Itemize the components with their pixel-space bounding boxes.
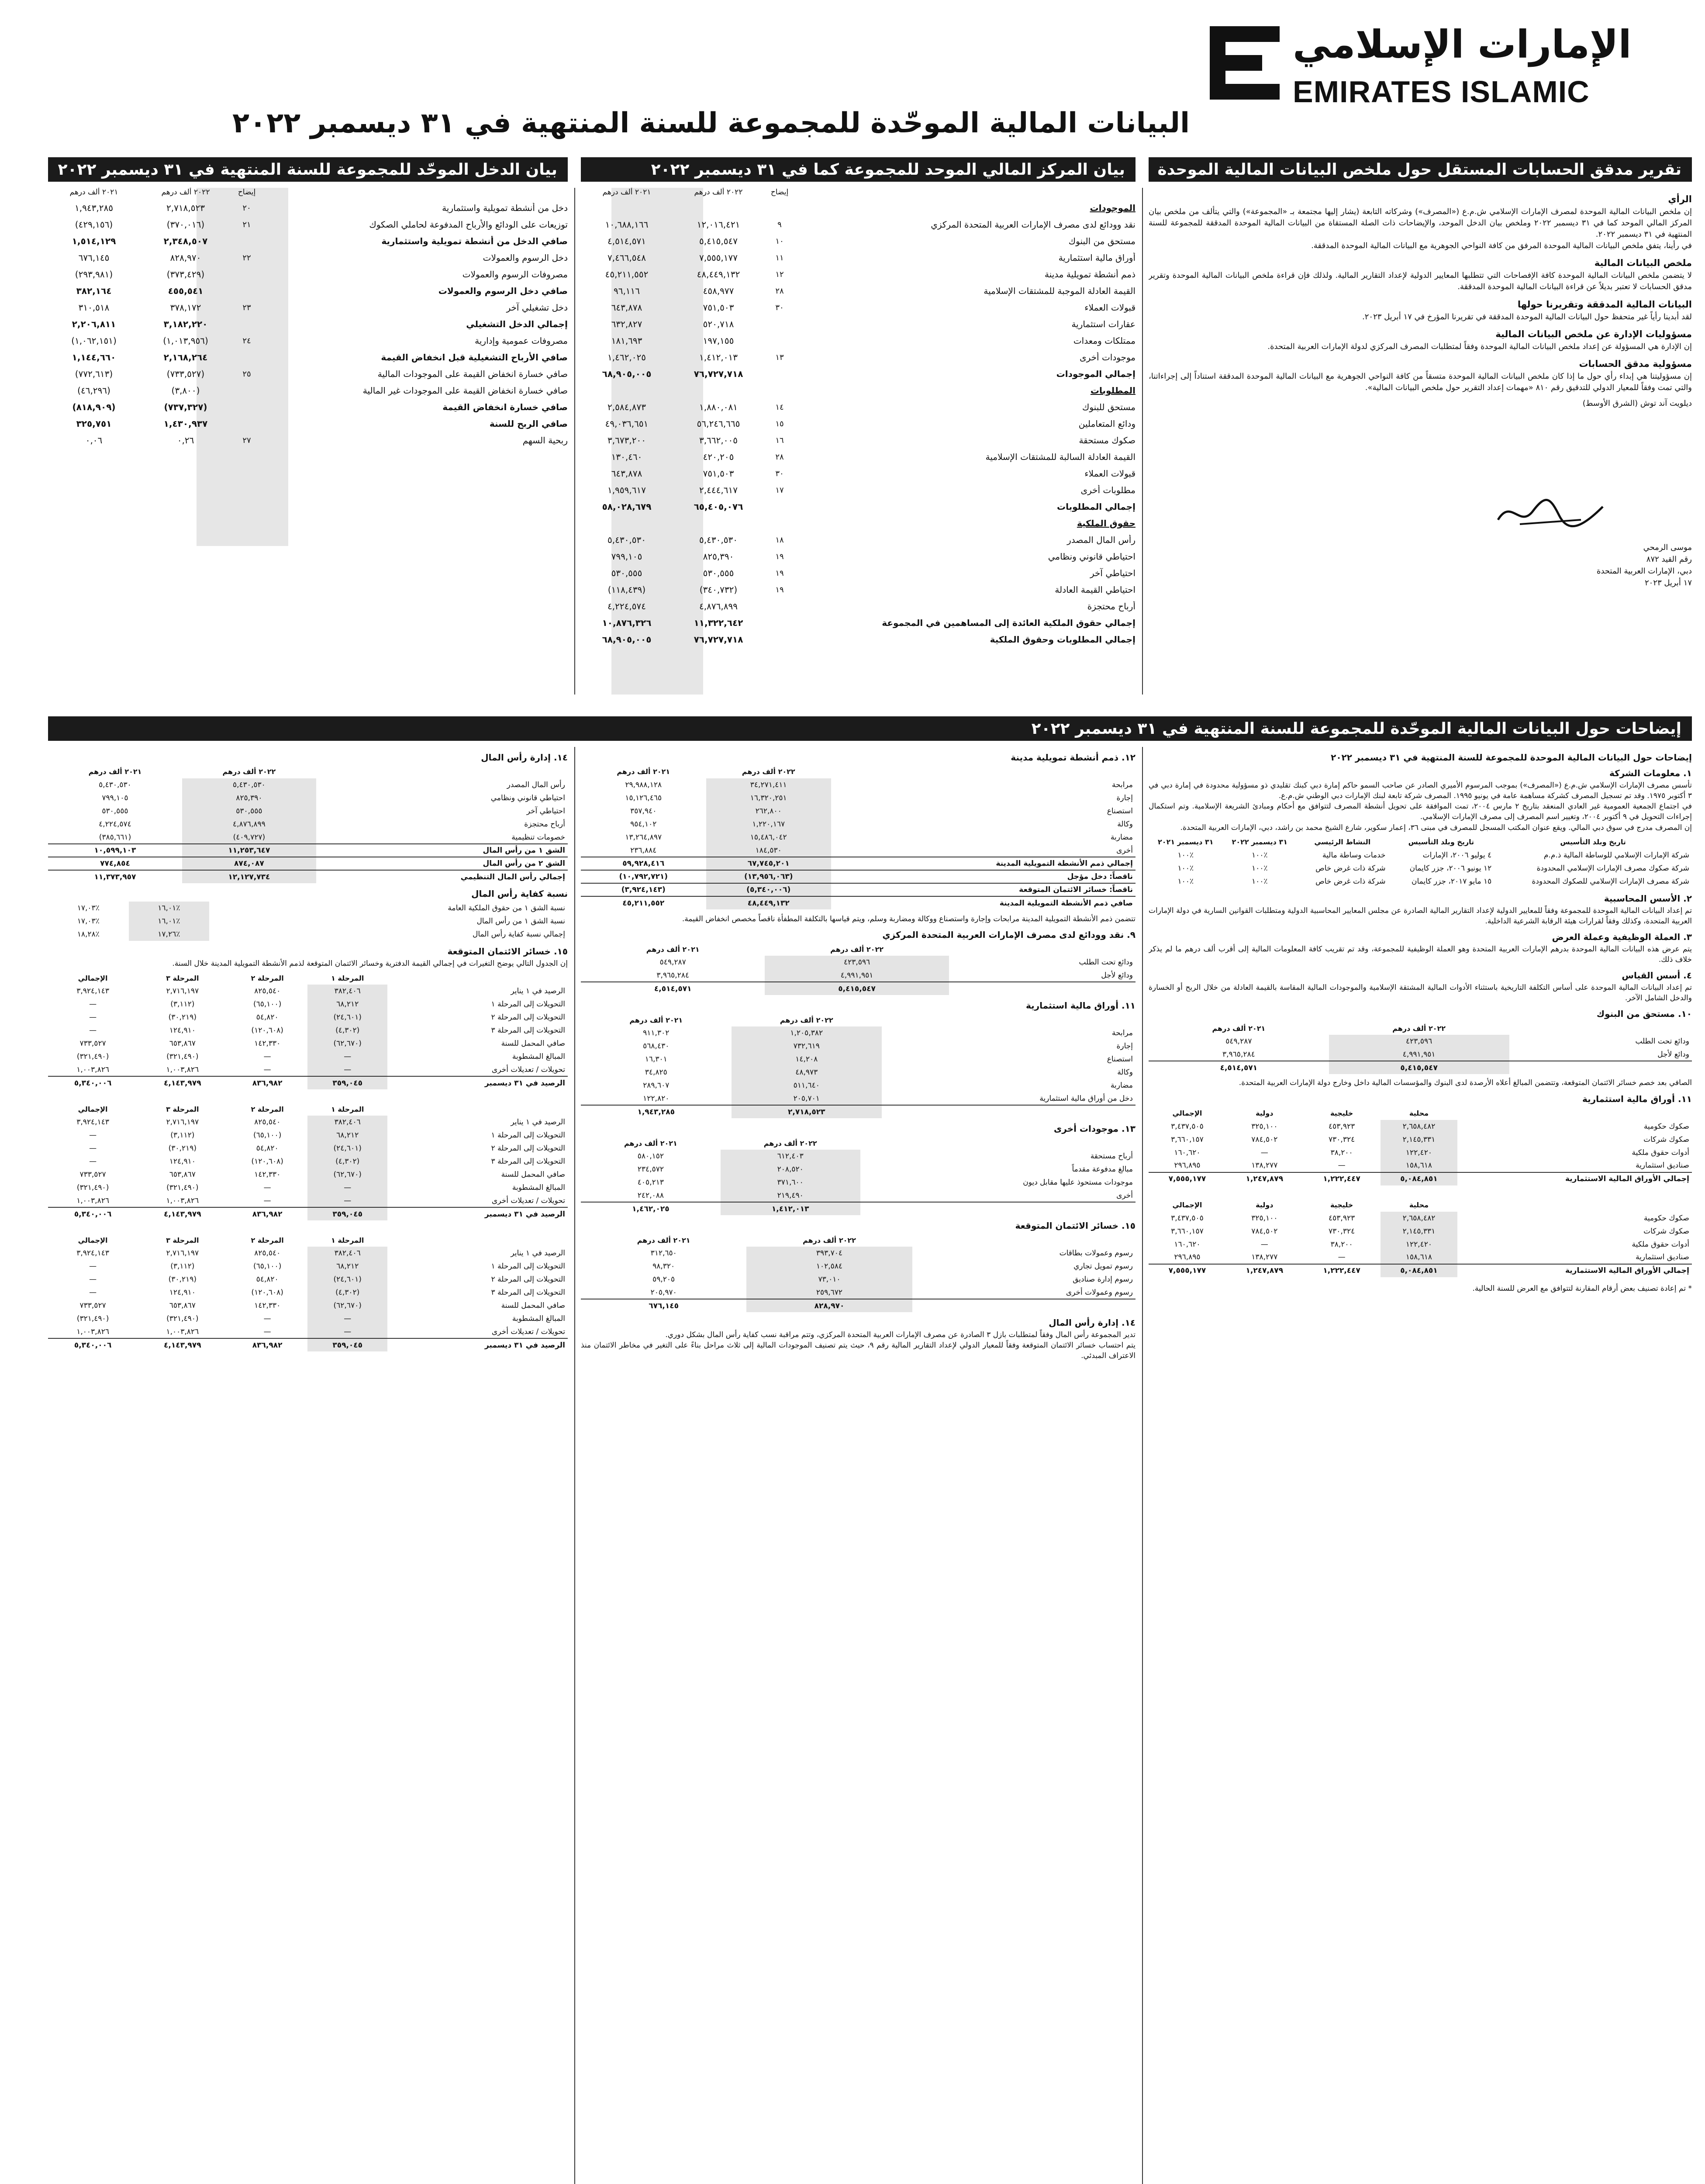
bank-row: ودائع لأجل ٤,٩٩١,٩٥١ ٣,٩٦٥,٢٨٤ <box>1149 1048 1692 1061</box>
section-bar-notes: إيضاحات حول البيانات المالية الموحّدة للمجموعة للسنة المنتهية في ٣١ ديسمبر ٢٠٢٢ <box>48 716 1692 741</box>
signatory-name: موسى الرمحي <box>1643 543 1692 552</box>
other-assets-table: ٢٠٢٢ ألف درهم ٢٠٢١ ألف درهم أرباح مستحقة ٦١٢,٤٠٣ ٥٨٠,١٥٢ مبالغ مدفوعة مقدماً ٢٠٨,٥٢٠ ٢٣٤,٥٧٢ موجودات مستحوذ عليها مقابل ديون ٣٧١,٦٠٠ ٤٠٥,٢١٣ أخرى ٢١٩,٤٩٠ ٢٤٢,٠٨٨ ١,٤١٢,٠١٣ ١,٤٦٢,٠٢٥ <box>581 1137 1136 1215</box>
capital-heading: ١٤. إدارة رأس المال <box>481 752 568 763</box>
income-row: مصروفات الرسوم والعمولات (٣٧٣,٤٢٩) (٢٩٣,٩٨١) <box>75 269 568 280</box>
fee-row: رسوم وعمولات بطاقات ٣٩٣,٧٠٤ ٣١٢,٦٥٠ <box>581 1247 1136 1260</box>
capital-tier1-row: الشق ١ من رأس المال ١١,٢٥٣,٦٤٧ ١٠,٥٩٩,١٠٣ <box>48 844 568 857</box>
auditor-opinion-text-2: في رأينا، يتفق ملخص البيانات المالية الموحدة المرفق من كافة النواحي الجوهرية مع البيانات المالية الموحدة المدققة. <box>1311 241 1692 251</box>
income-row: إجمالي الدخل التشغيلي ٣,١٨٢,٢٢٠ ٢,٢٠٦,٨١١ <box>72 319 568 330</box>
investment-row: صكوك شركات ٢,١٤٥,٣٣١ ٧٣٠,٣٢٤ ٧٨٤,٥٠٢ ٣,٦٦٠,١٥٧ <box>1149 1133 1692 1146</box>
income-row: صافي دخل الرسوم والعمولات ٤٥٥,٥٤١ ٣٨٢,١٦٤ <box>76 286 568 297</box>
ecl-row: التحويلات إلى المرحلة ٢ (٢٤,٦٠١) ٥٤,٨٢٠ (٣٠,٢١٩) — <box>48 1142 568 1155</box>
income-detail-row: إجارة ٧٣٢,٦١٩ ٥٦٨,٤٣٠ <box>581 1040 1136 1053</box>
logo-mark-icon <box>1210 26 1280 100</box>
ecl-row: تحويلات / تعديلات أخرى — — ١,٠٠٣,٨٢٦ ١,٠٠٣,٨٢٦ <box>48 1194 568 1207</box>
fee-row: رسوم تمويل تجاري ١٠٢,٥٨٤ ٩٨,٣٢٠ <box>581 1260 1136 1273</box>
col-note: إيضاح <box>770 188 789 197</box>
ecl-table-3: المرحلة ١ المرحلة ٢ المرحلة ٣ الإجمالي الرصيد في ١ يناير ٣٨٢,٤٠٦ ٨٢٥,٥٤٠ ٢,٧١٦,١٩٧ ٣,٩٢٤,١٤٣ التحويلات إلى المرحلة ١ ٦٨,٢١٢ (٦٥,١٠٠) (٣,١١٢) — التحويلات إلى المرحلة ٢ (٢٤,٦٠١) ٥٤,٨٢٠ (٣٠,٢١٩) — التحويلات إلى المرحلة ٣ (٤,٣٠٢) (١٢٠,٦٠٨) ١٢٤,٩١٠ — صافي المحمل للسنة (٦٢,٦٧٠) ١٤٢,٣٣٠ ٦٥٣,٨٦٧ ٧٣٣,٥٢٧ المبالغ المشطوبة — — (٣٢١,٤٩٠) (٣٢١,٤٩٠) تحويلات / تعديلات أخرى — — ١,٠٠٣,٨٢٦ ١,٠٠٣,٨٢٦ الرصيد في ٣١ ديسمبر ٣٥٩,٠٤٥ ٨٣٦,٩٨٢ ٤,١٤٣,٩٧٩ ٥,٣٤٠,٠٠٦ <box>48 1234 568 1351</box>
note-3-text: يتم عرض هذه البيانات المالية الموحدة بدرهم الإمارات العربية المتحدة وهو العملة الوظيفية للمجموعة، وقد تم تقريب كافة المعلومات المالية إلى أقرب ألف درهم ما لم يذكر خلاف ذلك. <box>1149 944 1692 964</box>
income-row: توزيعات على الودائع والأرباح المدفوعة لحاملي الصكوك ٢١ (٣٧٠,٠١٦) (٤٢٩,١٥٦) <box>75 219 568 230</box>
other-asset-row: أرباح مستحقة ٦١٢,٤٠٣ ٥٨٠,١٥٢ <box>581 1150 1136 1163</box>
investment-row: صكوك حكومية ٢,٦٥٨,٤٨٢ ٤٥٣,٩٢٣ ٣٢٥,١٠٠ ٣,٤٣٧,٥٠٥ <box>1149 1120 1692 1133</box>
capital-row: أرباح محتجزة ٤,٨٧٦,٨٩٩ ٤,٢٢٤,٥٧٤ <box>48 818 568 831</box>
other-asset-row: أخرى ٢١٩,٤٩٠ ٢٤٢,٠٨٨ <box>581 1189 1136 1202</box>
ecl-row: الرصيد في ١ يناير ٣٨٢,٤٠٦ ٨٢٥,٥٤٠ ٢,٧١٦,١٩٧ ٣,٩٢٤,١٤٣ <box>48 1247 568 1260</box>
financing-net-row: صافي ذمم الأنشطة التمويلية المدينة ٤٨,٤٤٩,١٣٢ ٤٥,٢١١,٥٥٢ <box>581 896 1136 909</box>
ecl-row: التحويلات إلى المرحلة ٢ (٢٤,٦٠١) ٥٤,٨٢٠ (٣٠,٢١٩) — <box>48 1011 568 1024</box>
total-assets-row: إجمالي الموجودات ٧٦,٧٢٧,٧١٨ ٦٨,٩٠٥,٠٠٥ <box>602 369 1136 380</box>
section-bar-auditor: تقرير مدقق الحسابات المستقل حول ملخص البيانات المالية الموحدة <box>1149 157 1692 182</box>
bank-row: ودائع لأجل ٤,٩٩١,٩٥١ ٣,٩٦٥,٢٨٤ <box>581 969 1136 982</box>
other-asset-total-row: ١,٤١٢,٠١٣ ١,٤٦٢,٠٢٥ <box>581 1202 1136 1215</box>
other-asset-row: موجودات مستحوذ عليها مقابل ديون ٣٧١,٦٠٠ ٤٠٥,٢١٣ <box>581 1176 1136 1189</box>
capital-row: احتياطي قانوني ونظامي ٨٢٥,٣٩٠ ٧٩٩,١٠٥ <box>48 791 568 805</box>
subsidiaries-table: تاريخ وبلد التأسيس تاريخ وبلد التأسيس النشاط الرئيسي ٣١ ديسمبر ٢٠٢٢ ٣١ ديسمبر ٢٠٢١ شركة الإمارات الإسلامي للوساطة المالية ذ.م.م ٤ يوليو ٢٠٠٦، الإمارات خدمات وساطة مالية ١٠٠٪ ١٠٠٪ شركة صكوك مصرف الإمارات الإسلامي المحدودة ١٢ يونيو ٢٠٠٦، جزر كايمان شركة ذات غرض خاص ١٠٠٪ ١٠٠٪ شركة مصرف الإمارات الإسلامي للصكوك المحدودة ١٥ مايو ٢٠١٧، جزر كايمان شركة ذات غرض خاص ١٠٠٪ ١٠٠٪ <box>1149 836 1692 888</box>
investment-row: صناديق استثمارية ١٥٨,٦١٨ — ١٣٨,٢٧٧ ٢٩٦,٨٩٥ <box>1149 1159 1692 1172</box>
asset-row: قبولات العملاء ٣٠ ٧٥١,٥٠٣ ٦٤٣,٨٧٨ <box>611 302 1136 313</box>
income-row: صافي الربح للسنة ١,٤٣٠,٩٣٧ ٣٢٥,٧٥١ <box>76 418 568 429</box>
ecl-heading: ١٥. خسائر الائتمان المتوقعة <box>447 946 568 957</box>
logo-english: EMIRATES ISLAMIC <box>1293 75 1590 109</box>
auditor-signatory <box>1555 542 1692 607</box>
ecl-row: صافي المحمل للسنة (٦٢,٦٧٠) ١٤٢,٣٣٠ ٦٥٣,٨٦٧ ٧٣٣,٥٢٧ <box>48 1299 568 1312</box>
income-detail-row: دخل من أوراق مالية استثمارية ٢٠٥,٧٠١ ١٢٢,٨٢٠ <box>581 1092 1136 1105</box>
capital-table: ٢٠٢٢ ألف درهم ٢٠٢١ ألف درهم رأس المال المصدر ٥,٤٣٠,٥٣٠ ٥,٤٣٠,٥٣٠ احتياطي قانوني ونظامي ٨٢٥,٣٩٠ ٧٩٩,١٠٥ احتياطي آخر ٥٣٠,٥٥٥ ٥٣٠,٥٥٥ أرباح محتجزة ٤,٨٧٦,٨٩٩ ٤,٢٢٤,٥٧٤ خصومات تنظيمية (٤٠٩,٧٢٧) (٣٨٥,٦٦١) الشق ١ من رأس المال ١١,٢٥٣,٦٤٧ ١٠,٥٩٩,١٠٣ الشق ٢ من رأس المال ٨٧٤,٠٨٧ ٧٧٤,٨٥٤ إجمالي رأس المال التنظيمي ١٢,١٢٧,٧٣٤ ١١,٣٧٣,٩٥٧ <box>48 765 568 883</box>
note-14-text: تدير المجموعة رأس المال وفقاً لمتطلبات بازل ٣ الصادرة عن مصرف الإمارات العربية المتحدة المركزي، وتتم مراقبة نسب كفاية رأس المال بشكل دوري. <box>665 1330 1136 1340</box>
auditor-opinion-heading: الرأي <box>1668 194 1692 204</box>
ecl-row: الرصيد في ١ يناير ٣٨٢,٤٠٦ ٨٢٥,٥٤٠ ٢,٧١٦,١٩٧ ٣,٩٢٤,١٤٣ <box>48 985 568 998</box>
auditor-report <box>1149 188 1692 502</box>
subsidiary-row: شركة مصرف الإمارات الإسلامي للصكوك المحدودة ١٥ مايو ٢٠١٧، جزر كايمان شركة ذات غرض خاص ١٠٠٪ ١٠٠٪ <box>1177 877 1689 886</box>
liability-row: قبولات العملاء ٣٠ ٧٥١,٥٠٣ ٦٤٣,٨٧٨ <box>611 468 1136 479</box>
note-13-heading: ١٣. موجودات أخرى <box>1053 1123 1136 1134</box>
ecl-row: التحويلات إلى المرحلة ٢ (٢٤,٦٠١) ٥٤,٨٢٠ (٣٠,٢١٩) — <box>48 1273 568 1286</box>
equity-row: رأس المال المصدر ١٨ ٥,٤٣٠,٥٣٠ ٥,٤٣٠,٥٣٠ <box>607 535 1136 546</box>
financing-table: ٢٠٢٢ ألف درهم ٢٠٢١ ألف درهم مرابحة ٣٤,٢٧١,٤١١ ٢٩,٩٨٨,١٢٨ إجارة ١٦,٣٢٠,٢٥١ ١٥,١٢٦,٤٦٥ استصناع ٢٦٢,٨٠٠ ٣٥٧,٩٤٠ وكالة ١,٢٢٠,١٦٧ ٩٥٤,١٠٢ مضاربة ١٥,٤٨٦,٠٤٢ ١٣,٢٦٤,٨٩٧ أخرى ١٨٤,٥٣٠ ٢٣٦,٨٨٤ إجمالي ذمم الأنشطة التمويلية المدينة ٦٧,٧٤٥,٢٠١ ٥٩,٩٢٨,٤١٦ ناقصاً: دخل مؤجل (١٣,٩٥٦,٠٦٣) (١٠,٧٩٢,٧٢١) ناقصاً: خسائر الائتمان المتوقعة (٥,٣٤٠,٠٠٦) (٣,٩٢٤,١٤٣) صافي ذمم الأنشطة التمويلية المدينة ٤٨,٤٤٩,١٣٢ ٤٥,٢١١,٥٥٢ <box>581 765 1136 909</box>
auditor-opinion-text: إن ملخص البيانات المالية الموحدة لمصرف الإمارات الإسلامي ش.م.ع («المصرف») وشركاته التابعة (يشار إليها مجتمعة بـ «المجموعة») والتي يتألف من ملخص بيان المركز المالي الموحد كما في ٣١ ديسمبر ٢٠٢٢ وملخص بيان الدخل الموحد، والإيضاحات ذات الصلة المستقاة من البيانات المالية الموحدة المدققة للمجموعة للسنة المنتهية في ٣١ ديسمبر ٢٠٢٢. <box>1149 207 1692 239</box>
income-row: صافي خسارة انخفاض القيمة على الموجودات غير المالية (٣,٨٠٠) (٤٦,٢٩٦) <box>77 385 568 396</box>
investment-row: أدوات حقوق ملكية ١٢٢,٤٢٠ ٣٨,٢٠٠ — ١٦٠,٦٢٠ <box>1149 1238 1692 1251</box>
ecl-total-row: الرصيد في ٣١ ديسمبر ٣٥٩,٠٤٥ ٨٣٦,٩٨٢ ٤,١٤٣,٩٧٩ ٥,٣٤٠,٠٠٦ <box>48 1338 568 1351</box>
income-row: ربحية السهم ٢٧ ٠,٢٦ ٠,٠٦ <box>85 435 568 446</box>
auditor-audited-heading: البيانات المالية المدققة وتقريرنا حولها <box>1517 299 1692 310</box>
note-4-heading: ٤. أسس القياس <box>1622 970 1692 981</box>
asset-row: ممتلكات ومعدات ١٩٧,١٥٥ ١٨١,٦٩٣ <box>611 335 1136 346</box>
total-equity-row: إجمالي حقوق الملكية العائدة إلى المساهمين في المجموعة ١١,٣٢٢,٦٤٢ ١٠,٨٧٦,٣٢٦ <box>602 618 1136 629</box>
note-2-heading: ٢. الأسس المحاسبية <box>1604 893 1692 904</box>
balance-col-headers <box>581 188 1136 197</box>
investment-row: أدوات حقوق ملكية ١٢٢,٤٢٠ ٣٨,٢٠٠ — ١٦٠,٦٢٠ <box>1149 1146 1692 1159</box>
income-col-headers <box>48 188 568 197</box>
subsidiary-row: شركة الإمارات الإسلامي للوساطة المالية ذ.م.م ٤ يوليو ٢٠٠٦، الإمارات خدمات وساطة مالية ١٠٠٪ ١٠٠٪ <box>1177 850 1689 860</box>
ecl-table-2: المرحلة ١ المرحلة ٢ المرحلة ٣ الإجمالي الرصيد في ١ يناير ٣٨٢,٤٠٦ ٨٢٥,٥٤٠ ٢,٧١٦,١٩٧ ٣,٩٢٤,١٤٣ التحويلات إلى المرحلة ١ ٦٨,٢١٢ (٦٥,١٠٠) (٣,١١٢) — التحويلات إلى المرحلة ٢ (٢٤,٦٠١) ٥٤,٨٢٠ (٣٠,٢١٩) — التحويلات إلى المرحلة ٣ (٤,٣٠٢) (١٢٠,٦٠٨) ١٢٤,٩١٠ — صافي المحمل للسنة (٦٢,٦٧٠) ١٤٢,٣٣٠ ٦٥٣,٨٦٧ ٧٣٣,٥٢٧ المبالغ المشطوبة — — (٣٢١,٤٩٠) (٣٢١,٤٩٠) تحويلات / تعديلات أخرى — — ١,٠٠٣,٨٢٦ ١,٠٠٣,٨٢٦ الرصيد في ٣١ ديسمبر ٣٥٩,٠٤٥ ٨٣٦,٩٨٢ ٤,١٤٣,٩٧٩ ٥,٣٤٠,٠٠٦ <box>48 1102 568 1220</box>
investments-table-2021: محلية خليجية دولية الإجمالي صكوك حكومية ٢,٦٥٨,٤٨٢ ٤٥٣,٩٢٣ ٣٢٥,١٠٠ ٣,٤٣٧,٥٠٥ صكوك شركات ٢,١٤٥,٣٣١ ٧٣٠,٣٢٤ ٧٨٤,٥٠٢ ٣,٦٦٠,١٥٧ أدوات حقوق ملكية ١٢٢,٤٢٠ ٣٨,٢٠٠ — ١٦٠,٦٢٠ صناديق استثمارية ١٥٨,٦١٨ — ١٣٨,٢٧٧ ٢٩٦,٨٩٥ إجمالي الأوراق المالية الاستثمارية ٥,٠٨٤,٨٥١ ١,٢٢٢,٤٤٧ ١,٢٤٧,٨٧٩ ٧,٥٥٥,١٧٧ <box>1149 1199 1692 1277</box>
total-liabilities-row: إجمالي المطلوبات ٦٥,٤٠٥,٠٧٦ ٥٨,٠٢٨,٦٧٩ <box>602 501 1136 512</box>
auditor-management-heading: مسؤوليات الإدارة عن ملخص البيانات المالية <box>1495 328 1692 339</box>
equity-row: أرباح محتجزة ٤,٨٧٦,٨٩٩ ٤,٢٢٤,٥٧٤ <box>607 601 1136 612</box>
equity-heading: حقوق الملكية <box>1077 518 1136 529</box>
investment-total-row: إجمالي الأوراق المالية الاستثمارية ٥,٠٨٤,٨٥١ ١,٢٢٢,٤٤٧ ١,٢٤٧,٨٧٩ ٧,٥٥٥,١٧٧ <box>1149 1264 1692 1277</box>
column-divider <box>1142 747 1143 2184</box>
ecl-total-row: الرصيد في ٣١ ديسمبر ٣٥٩,٠٤٥ ٨٣٦,٩٨٢ ٤,١٤٣,٩٧٩ ٥,٣٤٠,٠٠٦ <box>48 1076 568 1089</box>
income-row: مصروفات عمومية وإدارية ٢٤ (١,٠١٣,٩٥٦) (١,٠٦٢,١٥١) <box>71 335 568 346</box>
col-2021: ٢٠٢١ ألف درهم <box>69 188 118 197</box>
investment-row: صكوك شركات ٢,١٤٥,٣٣١ ٧٣٠,٣٢٤ ٧٨٤,٥٠٢ ٣,٦٦٠,١٥٧ <box>1149 1225 1692 1238</box>
balance-sheet <box>581 188 1136 699</box>
capital-tier2-row: الشق ٢ من رأس المال ٨٧٤,٠٨٧ ٧٧٤,٨٥٤ <box>48 857 568 870</box>
auditor-responsibility-heading: مسؤولية مدقق الحسابات <box>1579 358 1692 369</box>
bank-total-row: ٥,٤١٥,٥٤٧ ٤,٥١٤,٥٧١ <box>1149 1061 1692 1074</box>
income-row: دخل من أنشطة تمويلية واستثمارية ٢٠ ٢,٧١٨,٥٢٣ ١,٩٤٣,٢٨٥ <box>75 203 568 214</box>
capital-ratio-row: إجمالي نسبة كفاية رأس المال ١٧,٢٦٪ ١٨,٢٨٪ <box>48 928 568 941</box>
fee-heading: ١٥. خسائر الائتمان المتوقعة <box>1015 1220 1136 1231</box>
income-detail-row: وكالة ٤٨,٩٧٣ ٣٤,٨٢٥ <box>581 1066 1136 1079</box>
income-detail-row: استصناع ١٤,٢٠٨ ١٦,٣٠١ <box>581 1053 1136 1066</box>
liability-row: القيمة العادلة السالبة للمشتقات الإسلامية ٢٨ ٤٢٠,٢٠٥ ١٣٠,٤٦٠ <box>611 452 1136 463</box>
page-title: البيانات المالية الموحّدة للمجموعة للسنة المنتهية في ٣١ ديسمبر ٢٠٢٢ <box>232 107 1190 139</box>
financing-row: مضاربة ١٥,٤٨٦,٠٤٢ ١٣,٢٦٤,٨٩٧ <box>581 831 1136 844</box>
asset-row: القيمة العادلة الموجبة للمشتقات الإسلامية ٢٨ ٤٥٨,٩٧٧ ٩٦,١١٦ <box>613 286 1136 297</box>
financing-ecl-row: ناقصاً: خسائر الائتمان المتوقعة (٥,٣٤٠,٠٠٦) (٣,٩٢٤,١٤٣) <box>581 883 1136 896</box>
asset-row: ذمم أنشطة تمويلية مدينة ١٢ ٤٨,٤٤٩,١٣٢ ٤٥,٢١١,٥٥٢ <box>605 269 1136 280</box>
financing-row: استصناع ٢٦٢,٨٠٠ ٣٥٧,٩٤٠ <box>581 805 1136 818</box>
signatory-reg: رقم القيد ٨٧٢ <box>1646 555 1692 564</box>
equity-row: احتياطي قانوني ونظامي ١٩ ٨٢٥,٣٩٠ ٧٩٩,١٠٥ <box>611 551 1136 562</box>
ecl-row: التحويلات إلى المرحلة ٣ (٤,٣٠٢) (١٢٠,٦٠٨) ١٢٤,٩١٠ — <box>48 1286 568 1299</box>
ecl-row: التحويلات إلى المرحلة ٣ (٤,٣٠٢) (١٢٠,٦٠٨) ١٢٤,٩١٠ — <box>48 1155 568 1168</box>
liability-row: مستحق للبنوك ١٤ ١,٨٨٠,٠٨١ ٢,٥٨٤,٨٧٣ <box>607 402 1136 413</box>
income-row: دخل تشغيلي آخر ٢٣ ٣٧٨,١٧٢ ٣١٠,٥١٨ <box>78 302 568 313</box>
ecl-row: صافي المحمل للسنة (٦٢,٦٧٠) ١٤٢,٣٣٠ ٦٥٣,٨٦٧ ٧٣٣,٥٢٧ <box>48 1168 568 1181</box>
notes-column-middle <box>581 747 1136 2184</box>
ecl-row: المبالغ المشطوبة — — (٣٢١,٤٩٠) (٣٢١,٤٩٠) <box>48 1050 568 1063</box>
note-16-text: يتم احتساب خسائر الائتمان المتوقعة وفقاً للمعيار الدولي لإعداد التقارير المالية رقم ٩، حيث يتم تصنيف الموجودات المالية إلى ثلاث مراحل بناءً على التغير في مخاطر الائتمان منذ الاعتراف المبدئي. <box>581 1341 1136 1361</box>
note-11-heading: ١١. أوراق مالية استثمارية <box>1582 1093 1692 1104</box>
ecl-row: التحويلات إلى المرحلة ١ ٦٨,٢١٢ (٦٥,١٠٠) (٣,١١٢) — <box>48 1260 568 1273</box>
investments-table: محلية خليجية دولية الإجمالي صكوك حكومية ٢,٦٥٨,٤٨٢ ٤٥٣,٩٢٣ ٣٢٥,١٠٠ ٣,٤٣٧,٥٠٥ صكوك شركات ٢,١٤٥,٣٣١ ٧٣٠,٣٢٤ ٧٨٤,٥٠٢ ٣,٦٦٠,١٥٧ أدوات حقوق ملكية ١٢٢,٤٢٠ ٣٨,٢٠٠ — ١٦٠,٦٢٠ صناديق استثمارية ١٥٨,٦١٨ — ١٣٨,٢٧٧ ٢٩٦,٨٩٥ إجمالي الأوراق المالية الاستثمارية ٥,٠٨٤,٨٥١ ١,٢٢٢,٤٤٧ ١,٢٤٧,٨٧٩ ٧,٥٥٥,١٧٧ <box>1149 1107 1692 1185</box>
capital-ratio-row: نسبة الشق ١ من حقوق الملكية العامة ١٦,٠١٪ ١٧,٠٣٪ <box>48 902 568 915</box>
auditor-responsibility-text: إن مسؤوليتنا هي إبداء رأي حول ما إذا كان ملخص البيانات المالية الموحدة متسقاً من كافة النواحي الجوهرية مع البيانات المالية الموحدة المدققة استناداً إلى إجراءاتنا، والتي تمت وفقاً للمعيار الدولي للتدقيق رقم ٨١٠ «مهمات إعداد التقرير حول ملخص البيانات المالية». <box>1149 371 1692 392</box>
signatory-city: دبي، الإمارات العربية المتحدة <box>1596 567 1692 576</box>
liability-row: مطلوبات أخرى ١٧ ٢,٤٤٤,٦١٧ ١,٩٥٩,٦١٧ <box>607 485 1136 496</box>
fee-row: رسوم وعمولات أخرى ٢٥٩,٦٧٢ ٢٠٥,٩٧٠ <box>581 1286 1136 1299</box>
notes-column-right <box>1149 747 1692 2184</box>
income-row: صافي الدخل من أنشطة تمويلية واستثمارية ٢,٣٤٨,٥٠٧ ١,٥١٤,١٢٩ <box>72 236 568 247</box>
ecl-row: الرصيد في ١ يناير ٣٨٢,٤٠٦ ٨٢٥,٥٤٠ ٢,٧١٦,١٩٧ ٣,٩٢٤,١٤٣ <box>48 1116 568 1129</box>
income-detail-row: مضاربة ٥١١,٦٤٠ ٢٨٩,٦٠٧ <box>581 1079 1136 1092</box>
auditor-audited-text: لقد أبدينا رأياً غير متحفظ حول البيانات المالية الموحدة المدققة في تقريرنا المؤرخ في ١٧ أبريل ٢٠٢٣. <box>1362 312 1692 321</box>
auditor-management-text: إن الإدارة هي المسؤولة عن إعداد ملخص البيانات المالية الموحدة وفقاً لمتطلبات المصرف المركزي لدولة الإمارات العربية المتحدة. <box>1267 342 1692 351</box>
financing-deferred-row: ناقصاً: دخل مؤجل (١٣,٩٥٦,٠٦٣) (١٠,٧٩٢,٧٢١) <box>581 870 1136 883</box>
asset-row: موجودات أخرى ١٣ ١,٤١٢,٠١٣ ١,٤٦٢,٠٢٥ <box>607 352 1136 363</box>
note-12-text: تتضمن ذمم الأنشطة التمويلية المدينة مرابحات وإجارة واستصناع ووكالة ومضاربة وسلم، ويتم قياسها بالتكلفة المطفأة ناقصاً مخصص انخفاض القيمة. <box>682 915 1136 923</box>
income-detail-row: مرابحة ١,٢٠٥,٣٨٢ ٩١١,٣٠٢ <box>581 1026 1136 1040</box>
income-detail-heading: ١١. أوراق مالية استثمارية <box>1025 1000 1136 1011</box>
income-row: دخل الرسوم والعمولات ٢٢ ٨٢٨,٩٧٠ ٦٧٦,١٤٥ <box>78 252 568 263</box>
financing-row: إجارة ١٦,٣٢٠,٢٥١ ١٥,١٢٦,٤٦٥ <box>581 791 1136 805</box>
capital-row: احتياطي آخر ٥٣٠,٥٥٥ ٥٣٠,٥٥٥ <box>48 805 568 818</box>
banks-table: ٢٠٢٢ ألف درهم ٢٠٢١ ألف درهم ودائع تحت الطلب ٤٢٣,٥٩٦ ٥٤٩,٢٨٧ ودائع لأجل ٤,٩٩١,٩٥١ ٣,٩٦٥,٢٨٤ ٥,٤١٥,٥٤٧ ٤,٥١٤,٥٧١ <box>1149 1022 1692 1074</box>
asset-row: نقد وودائع لدى مصرف الإمارات العربية المتحدة المركزي ٩ ١٢,٠١٦,٤٢١ ١٠,٦٨٨,١٦٦ <box>605 219 1136 230</box>
auditor-firm: ديلويت آند توش (الشرق الأوسط) <box>1582 398 1692 408</box>
col-note: إيضاح <box>238 188 256 197</box>
capital-row: رأس المال المصدر ٥,٤٣٠,٥٣٠ ٥,٤٣٠,٥٣٠ <box>48 778 568 791</box>
note-9-heading: ٩. نقد وودائع لدى مصرف الإمارات العربية المتحدة المركزي <box>882 930 1136 940</box>
fee-row: رسوم إدارة صناديق ٧٣,٠١٠ ٥٩,٢٠٥ <box>581 1273 1136 1286</box>
equity-row: احتياطي آخر ١٩ ٥٣٠,٥٥٥ ٥٣٠,٥٥٥ <box>611 568 1136 579</box>
note-1-text-2: في اجتماع الجمعية العمومية غير العادي المنعقد بتاريخ ٢ مارس ٢٠٠٤، تمت الموافقة على تحويل أنشطة المصرف لتتوافق مع أحكام ومبادئ الشريعة الإسلامية. وتم استكمال إجراءات التحويل في ٩ أكتوبر ٢٠٠٤، وتغيير اسم المصرف إلى مصرف الإمارات الإسلامي. <box>1149 802 1692 822</box>
note-14-heading: ١٤. إدارة رأس المال <box>1049 1317 1136 1328</box>
capital-ratio-row: نسبة الشق ١ من رأس المال ١٦,٠١٪ ١٧,٠٣٪ <box>48 915 568 928</box>
liability-row: ودائع المتعاملين ١٥ ٥٦,٢٤٦,٦٦٥ ٤٩,٠٣٦,٦٥١ <box>605 418 1136 429</box>
column-divider <box>574 747 575 2184</box>
col-2021: ٢٠٢١ ألف درهم <box>602 188 651 197</box>
col-2022: ٢٠٢٢ ألف درهم <box>161 188 210 197</box>
asset-row: عقارات استثمارية ٥٢٠,٧١٨ ٦٣٢,٨٢٧ <box>611 319 1136 330</box>
bank-total-row: ٥,٤١٥,٥٤٧ ٤,٥١٤,٥٧١ <box>581 982 1136 995</box>
col-2022: ٢٠٢٢ ألف درهم <box>694 188 743 197</box>
note-2-text: تم إعداد البيانات المالية الموحدة للمجموعة وفقاً للمعايير الدولية لإعداد التقارير المالية الصادرة عن مجلس المعايير المحاسبية الدولية ومتطلبات القوانين السارية في دولة الإمارات العربية المتحدة، وكذلك وفقاً لقرارات هيئة الرقابة الشرعية الداخلية. <box>1149 906 1692 926</box>
ecl-row: صافي المحمل للسنة (٦٢,٦٧٠) ١٤٢,٣٣٠ ٦٥٣,٨٦٧ ٧٣٣,٥٢٧ <box>48 1037 568 1050</box>
logo-arabic: الإمارات الإسلامي <box>1293 22 1632 67</box>
ecl-row: تحويلات / تعديلات أخرى — — ١,٠٠٣,٨٢٦ ١,٠٠٣,٨٢٦ <box>48 1325 568 1338</box>
investment-row: صناديق استثمارية ١٥٨,٦١٨ — ١٣٨,٢٧٧ ٢٩٦,٨٩٥ <box>1149 1251 1692 1264</box>
income-detail-total-row: ٢,٧١٨,٥٢٣ ١,٩٤٣,٢٨٥ <box>581 1105 1136 1118</box>
brand-logo <box>1210 17 1673 109</box>
ecl-table: المرحلة ١ المرحلة ٢ المرحلة ٣ الإجمالي الرصيد في ١ يناير ٣٨٢,٤٠٦ ٨٢٥,٥٤٠ ٢,٧١٦,١٩٧ ٣,٩٢٤,١٤٣ التحويلات إلى المرحلة ١ ٦٨,٢١٢ (٦٥,١٠٠) (٣,١١٢) — التحويلات إلى المرحلة ٢ (٢٤,٦٠١) ٥٤,٨٢٠ (٣٠,٢١٩) — التحويلات إلى المرحلة ٣ (٤,٣٠٢) (١٢٠,٦٠٨) ١٢٤,٩١٠ — صافي المحمل للسنة (٦٢,٦٧٠) ١٤٢,٣٣٠ ٦٥٣,٨٦٧ ٧٣٣,٥٢٧ المبالغ المشطوبة — — (٣٢١,٤٩٠) (٣٢١,٤٩٠) تحويلات / تعديلات أخرى — — ١,٠٠٣,٨٢٦ ١,٠٠٣,٨٢٦ الرصيد في ٣١ ديسمبر ٣٥٩,٠٤٥ ٨٣٦,٩٨٢ ٤,١٤٣,٩٧٩ ٥,٣٤٠,٠٠٦ <box>48 971 568 1089</box>
ecl-row: التحويلات إلى المرحلة ١ ٦٨,٢١٢ (٦٥,١٠٠) (٣,١١٢) — <box>48 1129 568 1142</box>
income-row: صافي خسارة انخفاض القيمة (٧٣٧,٣٢٧) (٨١٨,٩٠٩) <box>72 402 568 413</box>
ecl-total-row: الرصيد في ٣١ ديسمبر ٣٥٩,٠٤٥ ٨٣٦,٩٨٢ ٤,١٤٣,٩٧٩ ٥,٣٤٠,٠٠٦ <box>48 1207 568 1220</box>
notes-column-left <box>48 747 568 2184</box>
financing-row: أخرى ١٨٤,٥٣٠ ٢٣٦,٨٨٤ <box>581 844 1136 857</box>
note-4-text: تم إعداد البيانات المالية الموحدة على أساس التكلفة التاريخية باستثناء الأدوات المالية المشتقة الإسلامية والموجودات المالية المقاسة بالقيمة العادلة من خلال الربح أو الخسارة والدخل الشامل الآخر. <box>1149 983 1692 1003</box>
note-10-heading: ١٠. مستحق من البنوك <box>1596 1009 1692 1019</box>
banks-table-2: ٢٠٢٢ ألف درهم ٢٠٢١ ألف درهم ودائع تحت الطلب ٤٢٣,٥٩٦ ٥٤٩,٢٨٧ ودائع لأجل ٤,٩٩١,٩٥١ ٣,٩٦٥,٢٨٤ ٥,٤١٥,٥٤٧ ٤,٥١٤,٥٧١ <box>581 943 1136 995</box>
income-statement <box>48 188 568 546</box>
ecl-text: إن الجدول التالي يوضح التغيرات في إجمالي القيمة الدفترية وخسائر الائتمان المتوقعة لذمم الأنشطة التمويلية المدينة خلال السنة. <box>172 959 568 968</box>
financing-row: مرابحة ٣٤,٢٧١,٤١١ ٢٩,٩٨٨,١٢٨ <box>581 778 1136 791</box>
income-row: صافي الأرباح التشغيلية قبل انخفاض القيمة ٢,١٦٨,٢٦٤ ١,١٤٤,٦٦٠ <box>72 352 568 363</box>
note-1-heading: ١. معلومات الشركة <box>1609 768 1692 778</box>
ecl-row: المبالغ المشطوبة — — (٣٢١,٤٩٠) (٣٢١,٤٩٠) <box>48 1312 568 1325</box>
footer-note: * تم إعادة تصنيف بعض أرقام المقارنة لتتوافق مع العرض للسنة الحالية. <box>1472 1284 1692 1293</box>
total-liabilities-equity-row: إجمالي المطلوبات وحقوق الملكية ٧٦,٧٢٧,٧١٨ ٦٨,٩٠٥,٠٠٥ <box>602 634 1136 645</box>
auditor-summary-heading: ملخص البيانات المالية <box>1594 258 1692 269</box>
ecl-row: تحويلات / تعديلات أخرى — — ١,٠٠٣,٨٢٦ ١,٠٠٣,٨٢٦ <box>48 1063 568 1076</box>
banks-note: الصافي بعد خصم خسائر الائتمان المتوقعة، وتتضمن المبالغ أعلاه الأرصدة لدى البنوك والمؤسسات المالية داخل وخارج دولة الإمارات العربية المتحدة. <box>1239 1078 1692 1088</box>
auditor-signature <box>1494 489 1607 537</box>
bank-row: ودائع تحت الطلب ٤٢٣,٥٩٦ ٥٤٩,٢٨٧ <box>1149 1035 1692 1048</box>
assets-heading: الموجودات <box>1090 203 1136 214</box>
capital-row: خصومات تنظيمية (٤٠٩,٧٢٧) (٣٨٥,٦٦١) <box>48 831 568 844</box>
capital-ratio-heading: نسبة كفاية رأس المال <box>471 888 568 899</box>
fee-table: ٢٠٢٢ ألف درهم ٢٠٢١ ألف درهم رسوم وعمولات بطاقات ٣٩٣,٧٠٤ ٣١٢,٦٥٠ رسوم تمويل تجاري ١٠٢,٥٨٤ ٩٨,٣٢٠ رسوم إدارة صناديق ٧٣,٠١٠ ٥٩,٢٠٥ رسوم وعمولات أخرى ٢٥٩,٦٧٢ ٢٠٥,٩٧٠ ٨٢٨,٩٧٠ ٦٧٦,١٤٥ <box>581 1234 1136 1312</box>
fee-total-row: ٨٢٨,٩٧٠ ٦٧٦,١٤٥ <box>581 1299 1136 1312</box>
ecl-row: المبالغ المشطوبة — — (٣٢١,٤٩٠) (٣٢١,٤٩٠) <box>48 1181 568 1194</box>
financing-row: وكالة ١,٢٢٠,١٦٧ ٩٥٤,١٠٢ <box>581 818 1136 831</box>
subsidiary-row: شركة صكوك مصرف الإمارات الإسلامي المحدودة ١٢ يونيو ٢٠٠٦، جزر كايمان شركة ذات غرض خاص ١٠٠٪ ١٠٠٪ <box>1177 864 1689 873</box>
column-divider <box>1142 188 1143 695</box>
note-3-heading: ٣. العملة الوظيفية وعملة العرض <box>1552 931 1692 942</box>
equity-row: احتياطي القيمة العادلة ١٩ (٣٤٠,٧٣٢) (١١٨,٤٣٩) <box>607 584 1136 595</box>
financing-total-row: إجمالي ذمم الأنشطة التمويلية المدينة ٦٧,٧٤٥,٢٠١ ٥٩,٩٢٨,٤١٦ <box>581 857 1136 870</box>
income-row: صافي خسارة انخفاض القيمة على الموجودات المالية ٢٥ (٧٣٣,٥٢٧) (٧٧٢,٦١٣) <box>75 369 568 380</box>
note-1-text-3: إن المصرف مدرج في سوق دبي المالي. ويقع عنوان المكتب المسجل للمصرف في مبنى ٣٦، إعمار سكوير، شارع الشيخ محمد بن راشد، دبي، الإمارات العربية المتحدة. <box>1180 823 1692 832</box>
investment-total-row: إجمالي الأوراق المالية الاستثمارية ٥,٠٨٤,٨٥١ ١,٢٢٢,٤٤٧ ١,٢٤٧,٨٧٩ ٧,٥٥٥,١٧٧ <box>1149 1172 1692 1185</box>
note-12-heading: ١٢. ذمم أنشطة تمويلية مدينة <box>1011 752 1136 763</box>
liability-row: صكوك مستحقة ١٦ ٣,٦٦٢,٠٠٥ ٣,٦٧٣,٢٠٠ <box>607 435 1136 446</box>
section-bar-income: بيان الدخل الموحّد للمجموعة للسنة المنتهية في ٣١ ديسمبر ٢٠٢٢ <box>48 157 568 182</box>
liabilities-heading: المطلوبات <box>1090 385 1136 396</box>
note-1-text: تأسس مصرف الإمارات الإسلامي ش.م.ع («المصرف») بموجب المرسوم الأميري الصادر عن صاحب السمو حاكم إمارة دبي كبنك تقليدي ذو مسؤولية محدودة في إمارة دبي في ٣ أكتوبر ١٩٧٥. وقد تم تسجيل المصرف كشركة مساهمة عامة في يونيو ١٩٩٥. المصرف شركة تابعة لبنك الإمارات دبي الوطني ش.م.ع. <box>1149 781 1692 801</box>
capital-total-row: إجمالي رأس المال التنظيمي ١٢,١٢٧,٧٣٤ ١١,٣٧٣,٩٥٧ <box>48 870 568 883</box>
auditor-summary-text: لا يتضمن ملخص البيانات المالية الموحدة كافة الإفصاحات التي تتطلبها المعايير الدولية لإعداد التقارير المالية. ولذلك فإن قراءة ملخص البيانات المالية الموحدة وتقرير مدقق الحسابات لا تعتبر بديلاً عن قراءة البيانات المالية الموحدة المدققة. <box>1149 271 1692 292</box>
signatory-date: ١٧ أبريل ٢٠٢٣ <box>1644 578 1692 587</box>
ecl-row: التحويلات إلى المرحلة ١ ٦٨,٢١٢ (٦٥,١٠٠) (٣,١١٢) — <box>48 998 568 1011</box>
investment-row: صكوك حكومية ٢,٦٥٨,٤٨٢ ٤٥٣,٩٢٣ ٣٢٥,١٠٠ ٣,٤٣٧,٥٠٥ <box>1149 1212 1692 1225</box>
asset-row: أوراق مالية استثمارية ١١ ٧,٥٥٥,١٧٧ ٧,٤٦٦,٥٤٨ <box>607 252 1136 263</box>
capital-ratio-table <box>48 902 568 941</box>
notes-title: إيضاحات حول البيانات المالية الموحدة للمجموعة للسنة المنتهية في ٣١ ديسمبر ٢٠٢٢ <box>1331 752 1692 763</box>
section-bar-balance: بيان المركز المالي الموحد للمجموعة كما في ٣١ ديسمبر ٢٠٢٢ <box>581 157 1136 182</box>
other-asset-row: مبالغ مدفوعة مقدماً ٢٠٨,٥٢٠ ٢٣٤,٥٧٢ <box>581 1163 1136 1176</box>
asset-row: مستحق من البنوك ١٠ ٥,٤١٥,٥٤٧ ٤,٥١٤,٥٧١ <box>607 236 1136 247</box>
ecl-row: التحويلات إلى المرحلة ٣ (٤,٣٠٢) (١٢٠,٦٠٨) ١٢٤,٩١٠ — <box>48 1024 568 1037</box>
income-detail-table: ٢٠٢٢ ألف درهم ٢٠٢١ ألف درهم مرابحة ١,٢٠٥,٣٨٢ ٩١١,٣٠٢ إجارة ٧٣٢,٦١٩ ٥٦٨,٤٣٠ استصناع ١٤,٢٠٨ ١٦,٣٠١ وكالة ٤٨,٩٧٣ ٣٤,٨٢٥ مضاربة ٥١١,٦٤٠ ٢٨٩,٦٠٧ دخل من أوراق مالية استثمارية ٢٠٥,٧٠١ ١٢٢,٨٢٠ ٢,٧١٨,٥٢٣ ١,٩٤٣,٢٨٥ <box>581 1013 1136 1118</box>
column-divider <box>574 188 575 695</box>
bank-row: ودائع تحت الطلب ٤٢٣,٥٩٦ ٥٤٩,٢٨٧ <box>581 956 1136 969</box>
